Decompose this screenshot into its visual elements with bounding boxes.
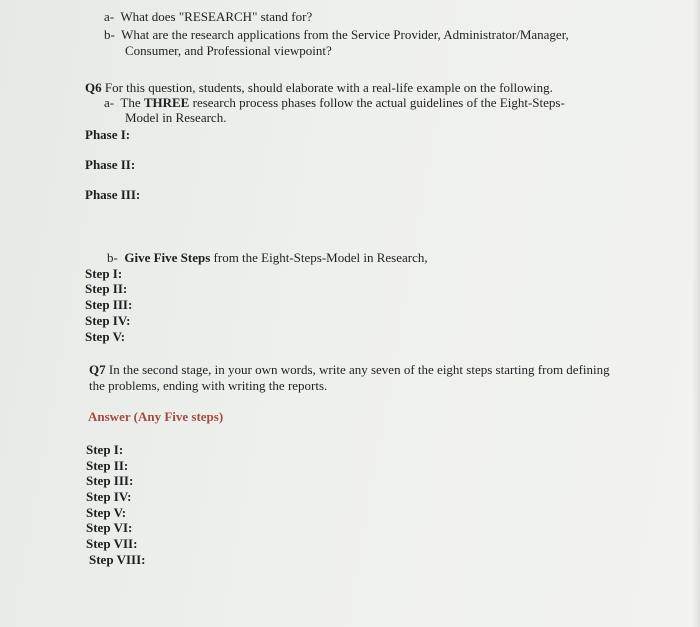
phase-2-label: Phase II: [85,157,136,172]
q6-label: Q6 [85,80,102,95]
q7-step-6: Step VI: [86,520,133,535]
q6-a-bold: THREE [143,95,190,110]
phase-1-label: Phase I: [85,127,131,142]
q6-item-a [104,95,565,110]
q6-b-marker: b- [107,250,118,265]
q7-line1-text: In the second stage, in your own words, write any seven of the eight steps starting from defining [108,362,610,377]
q6-step-5: Step V: [85,329,126,344]
q6-step-4: Step IV: [85,313,131,328]
q7-answer-label: Answer (Any Five steps) [88,409,224,424]
q6-b-bold: Give Five Steps [124,250,211,265]
q7-step-3: Step III: [86,473,134,488]
q6-step-1: Step I: [85,266,123,281]
q6-intro-text: For this question, students, should elaborate with a real-life example on the following. [104,80,553,95]
phase-3-label: Phase III: [85,187,141,202]
q7-step-7: Step VII: [86,536,138,551]
q5-item-b [104,27,569,42]
q7-step-1: Step I: [86,442,124,457]
q7-step-2: Step II: [86,458,129,473]
q7-label: Q7 [89,362,106,377]
q6-step-3: Step III: [85,297,133,312]
q5-item-a [104,9,312,24]
q7-step-5: Step V: [86,505,127,520]
q6-b-after: from the Eight-Steps-Model in Research, [213,250,428,265]
q6-a-before: The [120,95,141,110]
q7-step-8: Step VIII: [89,552,146,567]
q6-item-b [107,250,428,265]
q7-line1 [89,362,610,377]
q6-intro [85,80,553,95]
q7-step-4: Step IV: [86,489,132,504]
q7-line2: the problems, ending with writing the reports. [89,378,328,393]
page-edge-shadow [692,0,700,627]
q5-a-marker: a- [104,9,115,24]
q5-b-text-line1: What are the research applications from the Service Provider, Administrator/Manager, [121,27,569,42]
q6-a-after: research process phases follow the actual guidelines of the Eight-Steps- [192,95,565,110]
q5-b-text-line2: Consumer, and Professional viewpoint? [125,43,332,58]
q6-a-marker: a- [104,95,115,110]
q5-b-marker: b- [104,27,115,42]
q6-step-2: Step II: [85,281,128,296]
q6-a-line2: Model in Research. [125,110,227,125]
q5-a-text: What does "RESEARCH" stand for? [120,9,313,24]
